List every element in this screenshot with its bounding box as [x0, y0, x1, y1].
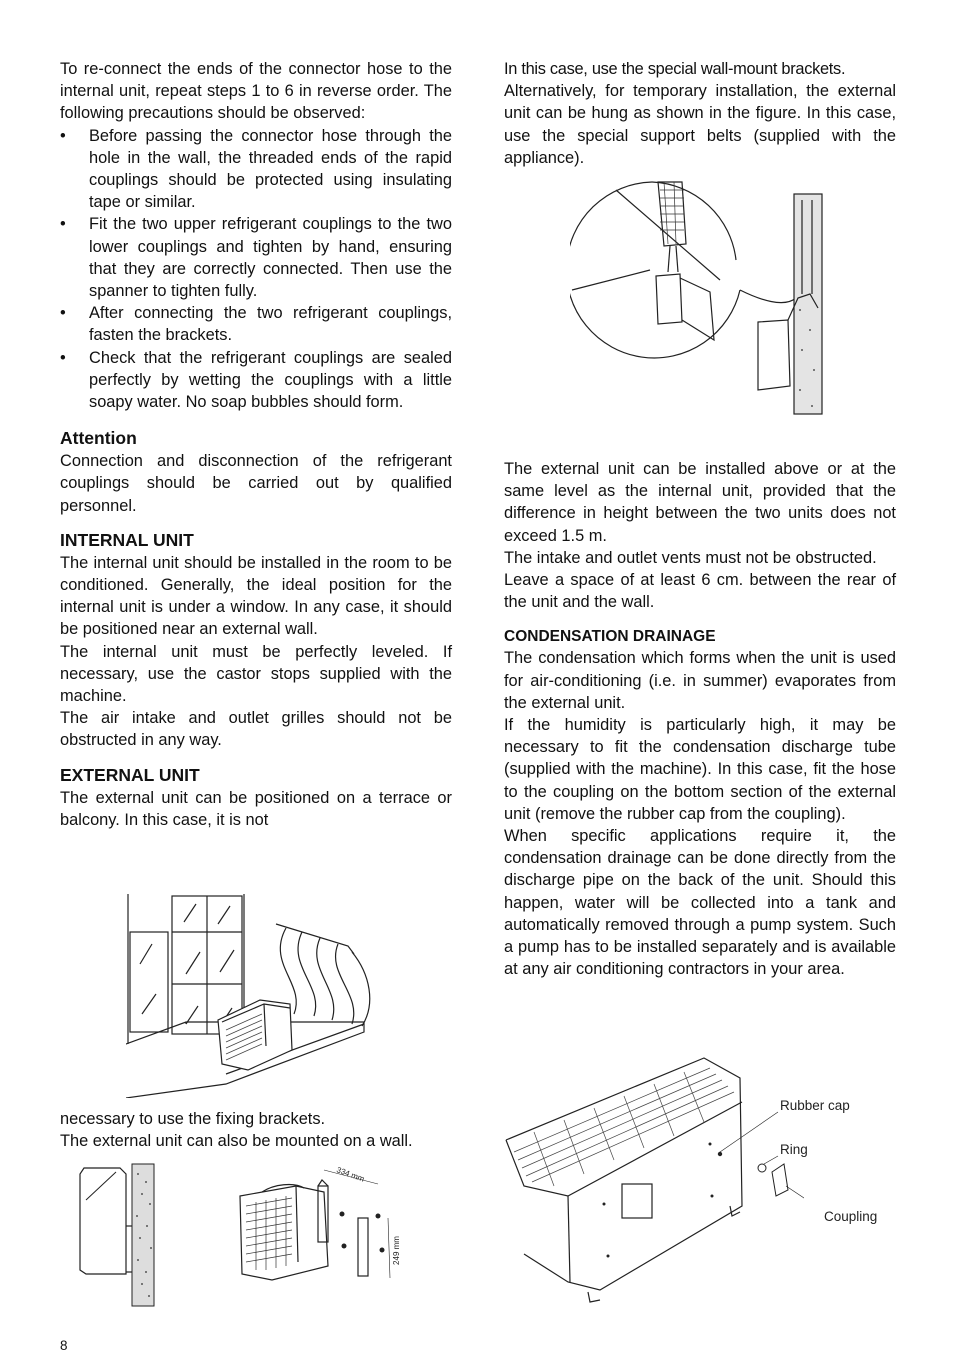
temporary-install-text: Alternatively, for temporary installation, the external unit can be hung as shown in the figure. In this case, use the special support belts (supplied with the appliance). — [504, 82, 896, 167]
dimension-249: 249 mm — [391, 1236, 401, 1265]
dimension-334: 334 mm — [335, 1165, 366, 1184]
external-paragraph: The external unit can be positioned on a terrace or balcony. In this case, it is not — [60, 788, 452, 829]
balcony-illustration — [126, 894, 386, 1098]
wall-mount-side-illustration — [76, 1160, 158, 1310]
precautions-list — [60, 125, 452, 414]
list-item: • Check that the refrigerant couplings are sealed perfectly by wetting the couplings with a little soapy water. No soap bubbles should form. — [60, 347, 452, 414]
internal-paragraph: The internal unit should be installed in the room to be conditioned. Generally, the ideal position for the internal unit is under a window. In any case, it should be positioned near an external wall. — [60, 553, 452, 639]
height-text: The external unit can be installed above or at the same level as the internal unit, provided that the difference in height between the two units does not exceed 1.5 m. — [504, 460, 896, 545]
internal-unit-heading: INTERNAL UNIT — [60, 529, 194, 550]
drain-paragraph: The condensation which forms when the unit is used for air-conditioning (i.e. in summer) evaporates from the external unit. — [504, 649, 896, 712]
after-balcony-text: necessary to use the fixing brackets. — [60, 1110, 326, 1128]
page-number: 8 — [60, 1338, 68, 1353]
condensation-heading: CONDENSATION DRAINAGE — [504, 628, 716, 646]
wall-mount-brackets-illustration — [232, 1166, 412, 1298]
right-column-top — [504, 58, 896, 169]
space-text: Leave a space of at least 6 cm. between the rear of the unit and the wall. — [504, 571, 896, 612]
drain-paragraph: When specific applications require it, the condensation drainage can be done directly from the discharge pipe on the back of the unit. Should this happen, water will be collected into a tank and automatically removed through a pump system. Such a pump has to be installed separately and is available at any air conditioning contractors in your area. — [504, 827, 896, 979]
ring-label: Ring — [780, 1142, 808, 1157]
rubber-cap-label: Rubber cap — [780, 1098, 850, 1113]
right-column-middle — [504, 458, 896, 980]
coupling-label: Coupling — [824, 1209, 878, 1224]
left-column — [60, 58, 452, 831]
external-unit-heading: EXTERNAL UNIT — [60, 764, 200, 785]
vents-text: The intake and outlet vents must not be obstructed. — [504, 548, 877, 567]
attention-heading: Attention — [60, 428, 137, 449]
wall-mount-text: The external unit can also be mounted on a wall. — [60, 1132, 413, 1150]
list-item: • After connecting the two refrigerant couplings, fasten the brackets. — [60, 302, 452, 346]
attention-text: Connection and disconnection of the refrigerant couplings should be carried out by qualified personnel. — [60, 452, 452, 515]
list-item: • Before passing the connector hose through the hole in the wall, the threaded ends of the rapid couplings should be protected using insulating tape or similar. — [60, 125, 452, 214]
internal-paragraph: The internal unit must be perfectly leveled. If necessary, use the castor stops supplied with the machine. — [60, 642, 452, 706]
hanging-unit-illustration — [570, 180, 830, 420]
wall-brackets-text: In this case, use the special wall-mount brackets. — [504, 60, 846, 78]
intro-paragraph: To re-connect the ends of the connector hose to the internal unit, repeat steps 1 to 6 in reverse order. The following precautions should be observed: — [60, 60, 452, 123]
list-item: • Fit the two upper refrigerant couplings to the two lower couplings and tighten by hand, ensuring that they are correctly connected. Then use the spanner to tighten fully. — [60, 213, 452, 302]
drain-paragraph: If the humidity is particularly high, it may be necessary to fit the condensation discharge tube (supplied with the machine). In this case, fit the hose to the coupling on the bottom section of the external unit (remove the rubber cap from the coupling). — [504, 716, 896, 823]
condensation-coupling-illustration — [504, 1056, 804, 1314]
internal-paragraph: The air intake and outlet grilles should not be obstructed in any way. — [60, 709, 452, 750]
